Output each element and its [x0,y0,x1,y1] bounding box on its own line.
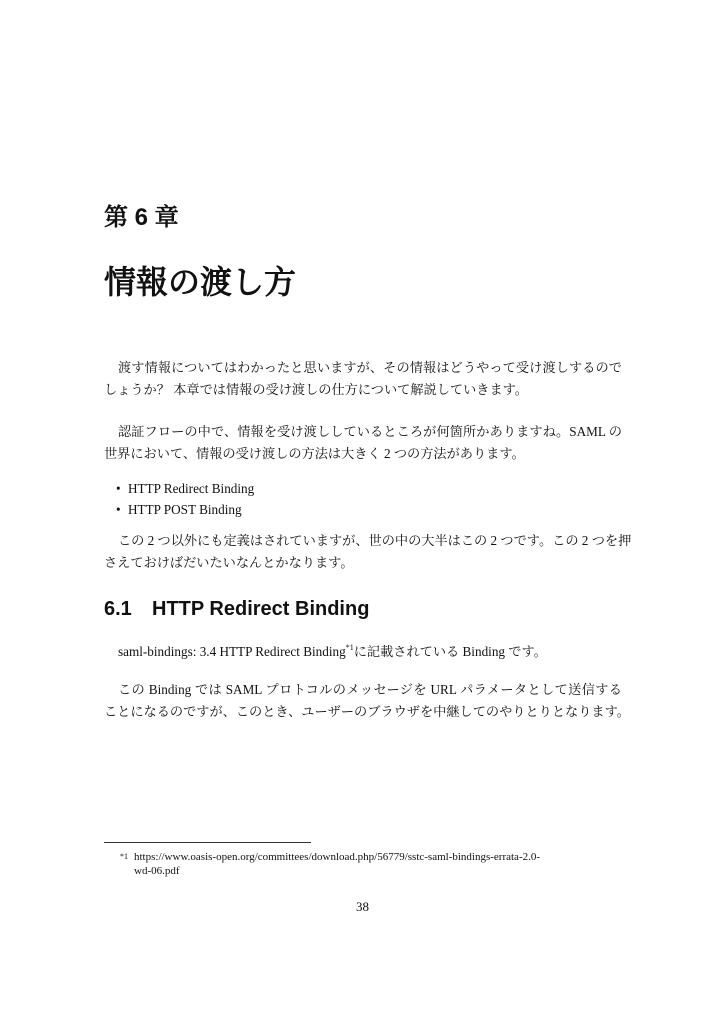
footnote-mark-text: *1 [120,852,128,861]
text: に記載されている Binding です。 [353,644,547,659]
footnote-rule [104,842,311,843]
paragraph-line: この Binding では SAML プロトコルのメッセージを URL パラメータとして送信する [118,682,622,697]
paragraph-line: この 2 つ以外にも定義はされていますが、世の中の大半はこの 2 つです。この 2 つを押 [118,533,632,548]
paragraph-line: さえておけばだいたいなんとかなります。 [104,555,354,570]
footnote-ref[interactable]: *1 [345,643,354,652]
paragraph-line: 渡す情報についてはわかったと思いますが、その情報はどうやって受け渡しするので [118,360,622,375]
section-number: 6.1 [104,598,132,620]
chapter-label: 第 6 章 [104,204,179,231]
page-number: 38 [356,899,369,914]
chapter-title: 情報の渡し方 [104,264,297,300]
bullet-item: • HTTP POST Binding [128,499,242,521]
bullet-item: • HTTP Redirect Binding [128,478,254,500]
section-title: HTTP Redirect Binding [152,598,370,620]
footnote-line[interactable]: https://www.oasis-open.org/committees/download.php/56779/sstc-saml-bindings-errata-2.0- [134,851,541,863]
section-heading [104,598,369,621]
paragraph-line [118,637,622,663]
paragraph-line: 認証フローの中で、情報を受け渡ししているところが何箇所かありますね。SAML の [118,424,622,439]
paragraph-line: 世界において、情報の受け渡しの方法は大きく 2 つの方法があります。 [104,446,525,461]
footnote-mark [120,849,128,870]
paragraph-line: しょうか？ 本章では情報の受け渡しの仕方について解説していきます。 [104,382,528,397]
paragraph-line: ことになるのですが、このとき、ユーザーのブラウザを中継してのやりとりとなります。 [104,704,630,719]
footnote-line[interactable]: wd-06.pdf [134,865,180,877]
text: saml-bindings: 3.4 HTTP Redirect Binding [118,644,346,659]
